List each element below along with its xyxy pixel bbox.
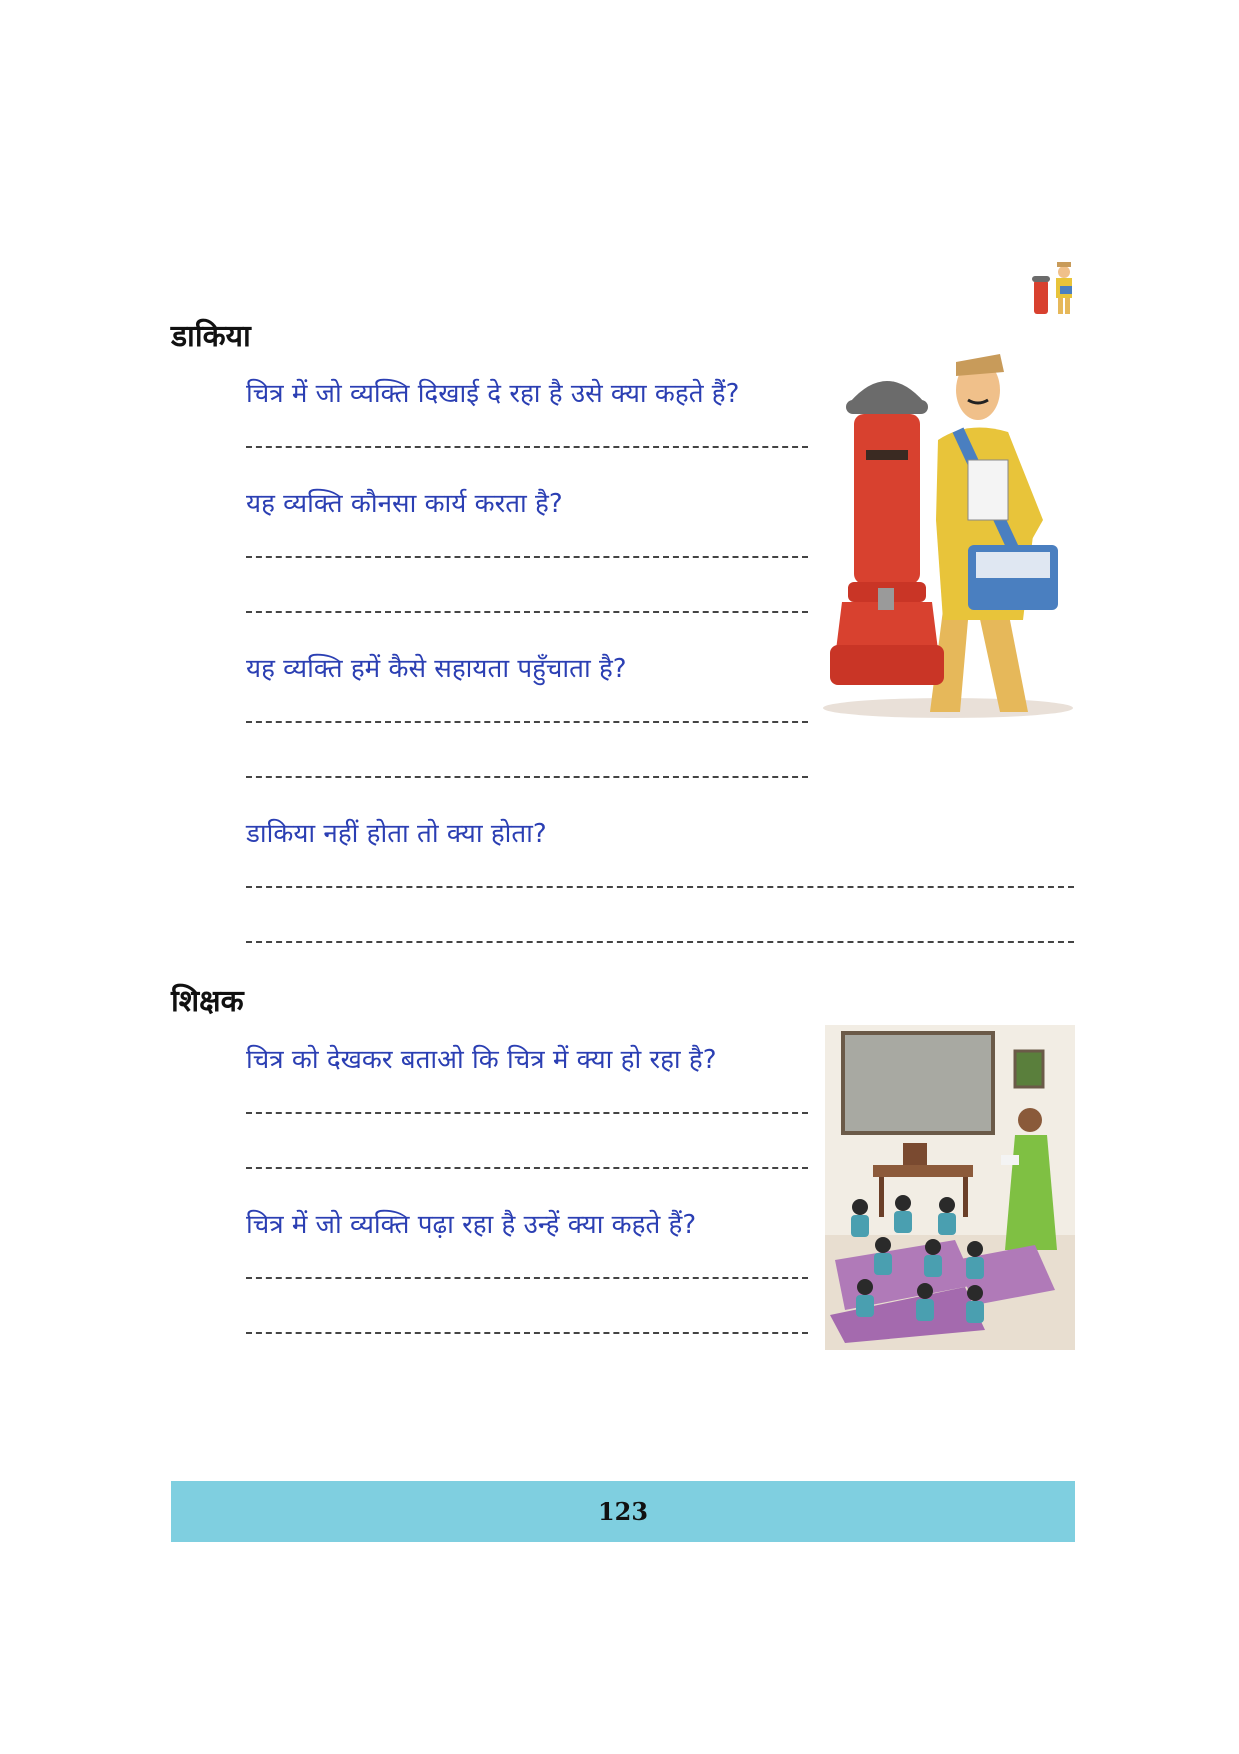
answer-line[interactable] — [246, 776, 808, 778]
question-3: यह व्यक्ति हमें कैसे सहायता पहुँचाता है? — [246, 654, 627, 684]
answer-line[interactable] — [246, 1332, 808, 1334]
answer-line[interactable] — [246, 446, 808, 448]
section-heading-postman: डाकिया — [171, 319, 251, 354]
answer-line[interactable] — [246, 556, 808, 558]
answer-line[interactable] — [246, 1277, 808, 1279]
question-5: चित्र को देखकर बताओ कि चित्र में क्या हो रहा है? — [246, 1045, 717, 1075]
question-4: डाकिया नहीं होता तो क्या होता? — [246, 819, 547, 849]
answer-line[interactable] — [246, 941, 1074, 943]
postman-corner-icon — [1030, 258, 1078, 318]
answer-line[interactable] — [246, 1112, 808, 1114]
answer-line[interactable] — [246, 1167, 808, 1169]
answer-line[interactable] — [246, 886, 1074, 888]
answer-line[interactable] — [246, 721, 808, 723]
postman-illustration — [818, 320, 1078, 720]
classroom-illustration — [825, 1025, 1075, 1350]
page-number: 123 — [597, 1497, 649, 1526]
question-6: चित्र में जो व्यक्ति पढ़ा रहा है उन्हें क्या कहते हैं? — [246, 1210, 697, 1240]
section-heading-teacher: शिक्षक — [171, 984, 244, 1019]
page-footer-band — [171, 1481, 1075, 1542]
question-1: चित्र में जो व्यक्ति दिखाई दे रहा है उसे क्या कहते हैं? — [246, 379, 740, 409]
answer-line[interactable] — [246, 611, 808, 613]
question-2: यह व्यक्ति कौनसा कार्य करता है? — [246, 489, 563, 519]
